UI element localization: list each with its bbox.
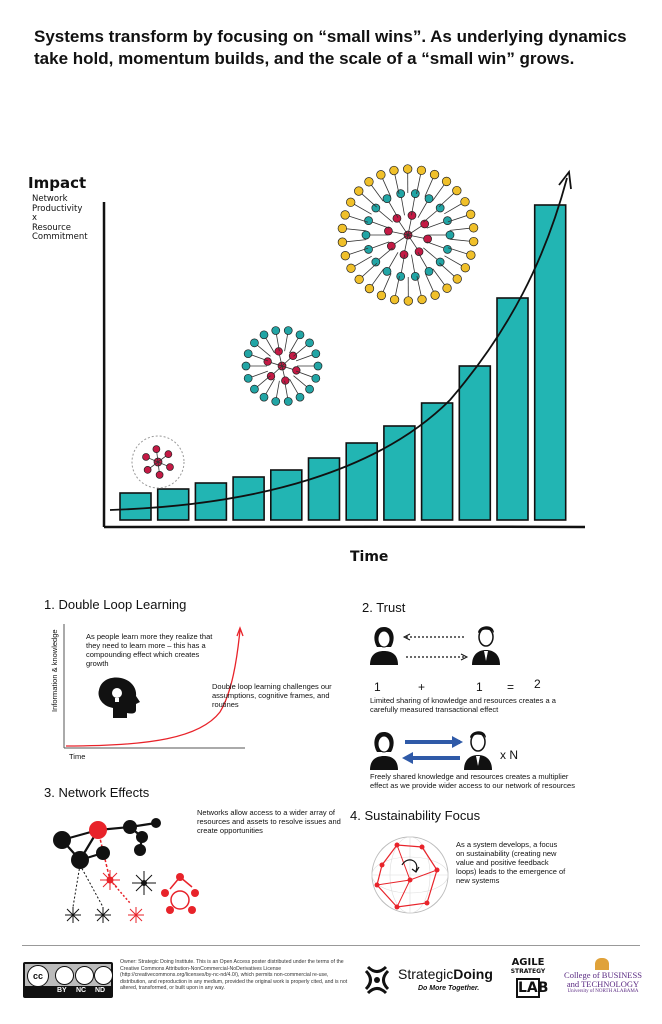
network-node: [377, 291, 386, 300]
cc-by-label: BY: [57, 987, 67, 994]
network-node: [166, 464, 173, 471]
lion-crest-icon: [595, 958, 609, 970]
network-node: [431, 291, 440, 300]
network-node: [425, 195, 433, 203]
network-node: [284, 327, 292, 335]
network-node: [365, 284, 374, 293]
network-node: [365, 177, 374, 186]
nc-icon: [75, 966, 94, 985]
network-node: [436, 204, 444, 212]
trust-caption-2: Freely shared knowledge and resources creates a multiplier effect as we provide wider access to our network of resources: [370, 772, 575, 790]
network-node: [354, 187, 363, 196]
network-node: [306, 339, 314, 347]
network-node: [272, 397, 280, 405]
network-node: [383, 267, 391, 275]
network-node: [341, 211, 350, 220]
network-node: [461, 197, 470, 206]
head-lightbulb-icon: [99, 678, 140, 719]
footer-divider: [22, 945, 640, 946]
man-icon: [472, 626, 500, 665]
network-node: [443, 284, 452, 293]
dl-note-right: Double loop learning challenges our assumptions, cognitive frames, and routines: [212, 682, 332, 709]
network-node: [362, 231, 370, 239]
large-network-icon: [338, 165, 478, 306]
sustainability-heading: 4. Sustainability Focus: [350, 808, 481, 823]
network-node: [338, 238, 347, 247]
network-node: [272, 327, 280, 335]
network-node: [284, 397, 292, 405]
trust-heading: 2. Trust: [362, 600, 406, 615]
network-node: [461, 263, 470, 272]
eq-plus: +: [418, 680, 426, 694]
network-node: [446, 231, 454, 239]
network-node: [156, 471, 163, 478]
strategic-doing-logo-icon: [360, 963, 394, 997]
network-node: [143, 453, 150, 460]
sustainability-caption: As a system develops, a focus on sustainability (creating new value and positive feedback loops) leads to the emergence of new systems: [456, 840, 566, 885]
network-node: [372, 204, 380, 212]
impact-axis-title: Impact: [28, 174, 87, 192]
network-node: [418, 295, 427, 304]
network-node: [377, 171, 386, 180]
dl-y-label: Information & knowledge: [50, 629, 59, 712]
bar: [271, 470, 302, 520]
network-effects-caption: Networks allow access to a wider array of resources and assets to resolve issues and create opportunities: [197, 808, 341, 835]
agile-strategy-lab-logo: [510, 957, 549, 998]
network-node: [397, 190, 405, 198]
network-node: [365, 217, 373, 225]
agile-line: AGILE: [511, 957, 545, 968]
bar: [309, 458, 340, 520]
network-node: [242, 362, 250, 370]
college-line-2: and TECHNOLOGY: [566, 979, 640, 989]
network-node: [347, 264, 356, 273]
medium-network-icon: [242, 327, 322, 406]
poster-title: Systems transform by focusing on “small wins”. As underlying dynamics take hold, momentum builds, and the scale of a “small win” grows.: [34, 27, 627, 68]
network-node: [260, 331, 268, 339]
cc-license-badge[interactable]: [23, 962, 113, 998]
network-node: [466, 210, 475, 219]
bar: [535, 205, 566, 520]
network-node: [425, 267, 433, 275]
network-node: [469, 223, 478, 232]
cc-icon: cc: [27, 965, 49, 987]
license-text: Owner: Strategic Doing Institute. This is an Open Access poster distributed under the terms of the Creative Commons Attribution-NonCommercial-NoDerivatives License (http://creativecommons.org/licenses/by-nc-nd/4.0/), which permits non-commercial re-use, distribution, and reproduction in any medium, provided the original work is properly cited, and is not altered, transformed, or built upon in any way.: [120, 959, 348, 992]
network-node: [443, 245, 451, 253]
eq-2: 2: [534, 677, 541, 691]
nd-icon: [94, 966, 113, 985]
network-node: [312, 374, 320, 382]
impact-axis-subtitle: Network Productivity x Resource Commitment: [32, 194, 88, 242]
network-node: [467, 251, 476, 260]
network-node: [397, 272, 405, 280]
network-node: [314, 362, 322, 370]
college-line-1: College of BUSINESS: [564, 970, 642, 980]
network-node: [312, 350, 320, 358]
woman-icon-2: [370, 732, 398, 770]
bar: [459, 366, 490, 520]
network-node: [453, 186, 462, 195]
network-node: [165, 451, 172, 458]
strategic-doing-tagline: Do More Together.: [418, 985, 480, 992]
network-effects-heading: 3. Network Effects: [44, 785, 150, 800]
network-node: [390, 295, 399, 304]
bar: [233, 477, 264, 520]
y-axis: [104, 202, 105, 527]
network-node: [306, 385, 314, 393]
network-node: [250, 339, 258, 347]
network-node: [296, 331, 304, 339]
eq-equals: =: [507, 680, 515, 694]
network-node: [430, 170, 439, 179]
network-node: [436, 258, 444, 266]
network-node: [411, 190, 419, 198]
network-node: [404, 297, 413, 306]
network-node: [289, 352, 297, 360]
cc-nd-label: ND: [95, 987, 106, 994]
network-node: [355, 275, 364, 284]
network-node: [296, 393, 304, 401]
network-node: [293, 367, 301, 375]
network-effects-diagram: [40, 805, 220, 930]
woman-icon: [370, 627, 398, 665]
cc-nc-label: NC: [76, 987, 87, 994]
network-node: [144, 466, 151, 473]
strategy-line: STRATEGY: [510, 968, 546, 975]
network-node: [372, 258, 380, 266]
trust-caption-1: Limited sharing of knowledge and resources creates a a carefully measured transactional effect: [370, 696, 556, 714]
lab-line: LAB: [518, 980, 549, 996]
network-node: [403, 165, 412, 174]
dl-x-label: Time: [69, 752, 86, 761]
network-node: [338, 224, 347, 233]
network-node: [260, 393, 268, 401]
time-axis-title: Time: [350, 549, 389, 565]
dl-note-top: As people learn more they realize that they need to learn more – this has a compounding effect which creates growth: [86, 632, 213, 668]
college-logo: [562, 971, 644, 995]
x-axis: [104, 527, 585, 528]
trust-multiplier: x N: [500, 748, 518, 762]
network-node: [390, 166, 399, 175]
bar: [120, 493, 151, 520]
network-node: [341, 251, 350, 260]
double-loop-heading: 1. Double Loop Learning: [44, 597, 187, 612]
strategic-word: Strategic: [398, 966, 454, 982]
network-node: [469, 237, 478, 246]
network-node: [244, 374, 252, 382]
network-node: [244, 350, 252, 358]
eq-1b: 1: [476, 680, 483, 694]
network-node: [267, 372, 275, 380]
small-network-icon: [132, 436, 184, 488]
doing-word: Doing: [453, 966, 493, 982]
network-node: [153, 446, 160, 453]
sustainability-globe: [362, 825, 462, 925]
eq-1: 1: [374, 680, 381, 694]
network-node: [411, 272, 419, 280]
network-node: [453, 275, 462, 284]
college-line-3: University of NORTH ALABAMA: [567, 989, 639, 994]
network-node: [264, 358, 272, 366]
network-node: [383, 195, 391, 203]
network-node: [250, 385, 258, 393]
by-icon: [55, 966, 74, 985]
man-icon-2: [464, 731, 492, 770]
network-node: [417, 166, 426, 175]
strategic-doing-wordmark: [398, 966, 493, 982]
network-node: [442, 177, 451, 186]
network-node: [346, 198, 355, 207]
